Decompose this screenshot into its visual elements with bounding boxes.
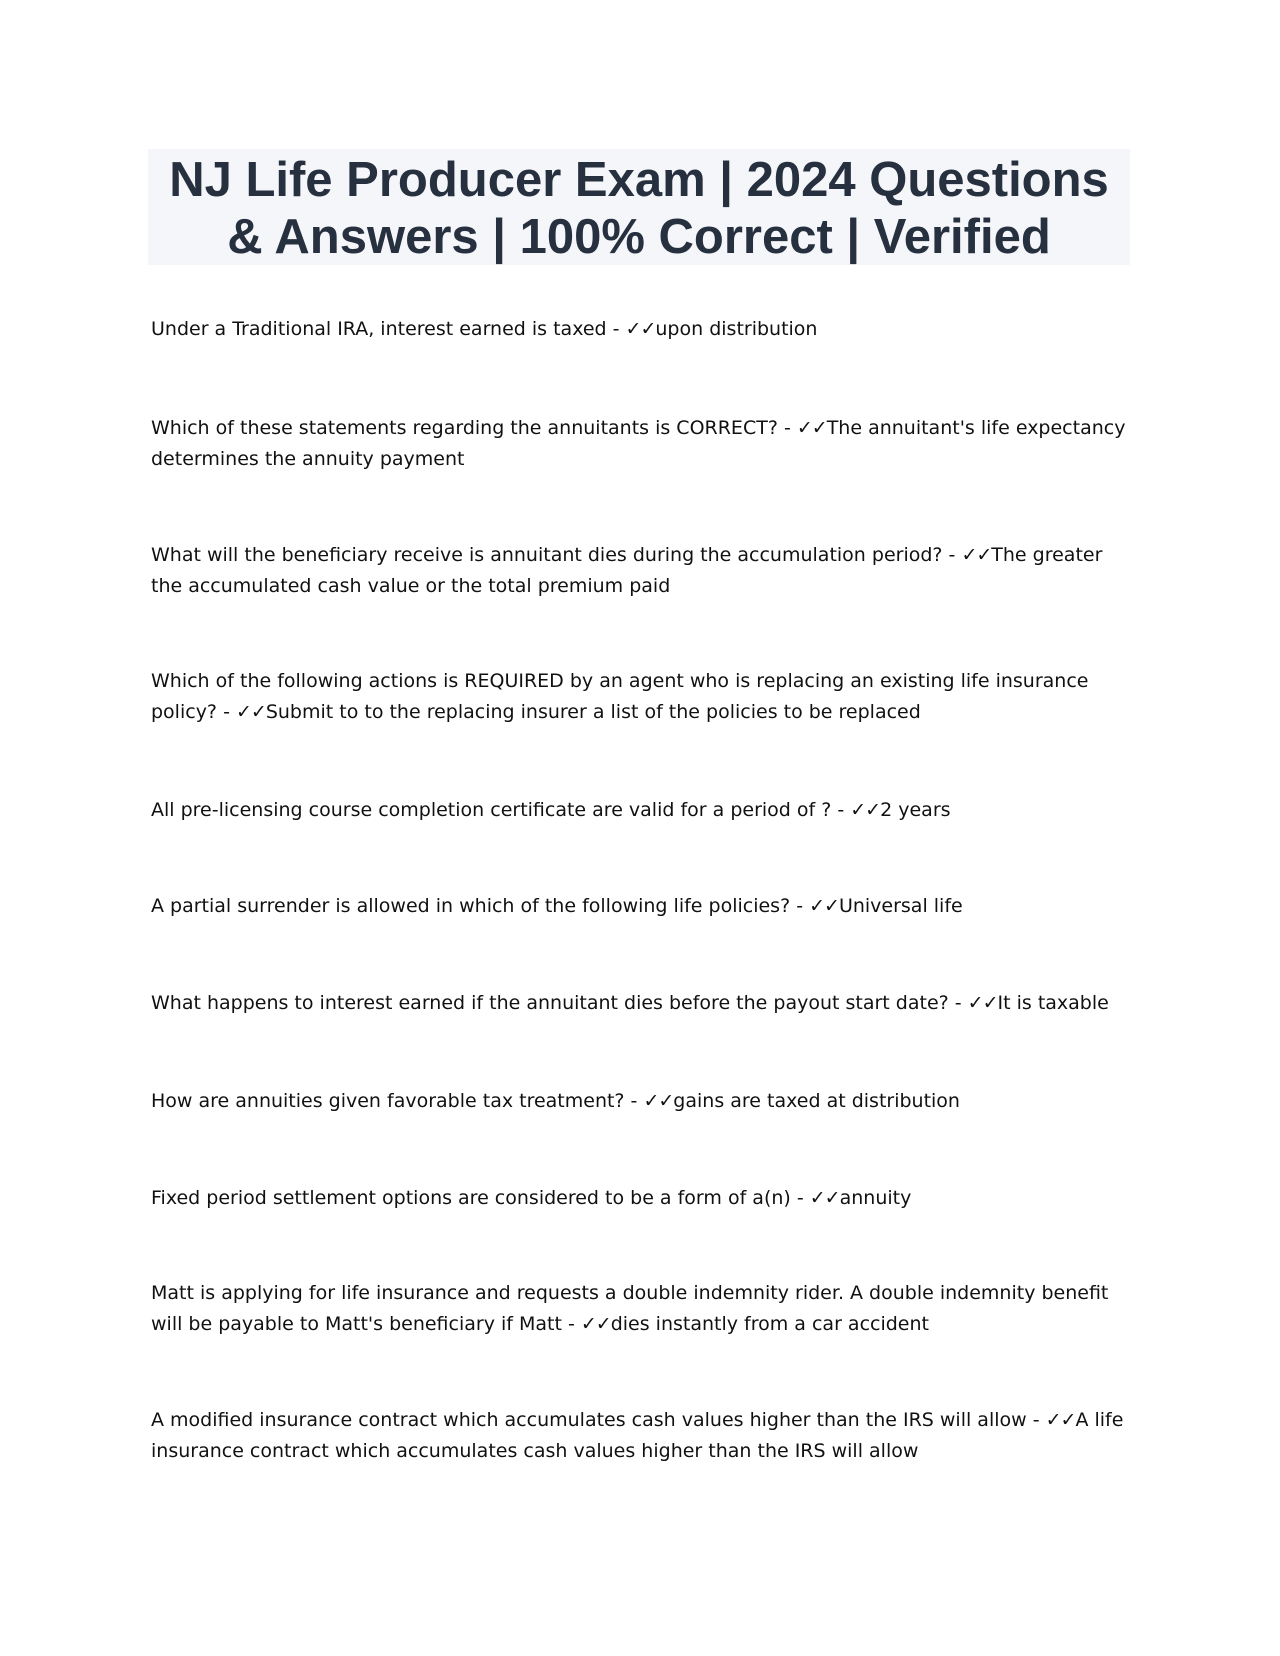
qa-item-10: [151, 1278, 1136, 1340]
separator: -: [561, 1313, 581, 1335]
separator: -: [942, 544, 962, 566]
qa-item-11: [151, 1405, 1136, 1467]
double-check-icon: ✓✓: [850, 799, 881, 821]
qa-item-8: [151, 1086, 1136, 1117]
question-text: How are annuities given favorable tax treatment?: [151, 1090, 625, 1112]
question-text: Which of the following actions is REQUIRED by an agent who is replacing an existing life insurance policy?: [151, 670, 1089, 723]
answer-text: A life insurance contract which accumulates cash values higher than the IRS will allow: [151, 1409, 1124, 1462]
qa-item-3: [151, 540, 1136, 602]
double-check-icon: ✓✓: [796, 417, 827, 439]
question-text: A modified insurance contract which accumulates cash values higher than the IRS will allow: [151, 1409, 1027, 1431]
separator: -: [1026, 1409, 1046, 1431]
answer-text: It is taxable: [997, 992, 1109, 1014]
question-text: What will the beneficiary receive is annuitant dies during the accumulation period?: [151, 544, 943, 566]
separator: -: [790, 1187, 810, 1209]
answer-text: Universal life: [838, 895, 963, 917]
title-line-1: NJ Life Producer Exam | 2024 Questions: [169, 153, 1109, 207]
question-text: Matt is applying for life insurance and requests a double indemnity rider. A double indemnity benefit will be payable to Matt's beneficiary if Matt: [151, 1282, 1109, 1335]
qa-item-4: [151, 666, 1136, 728]
title-line-2: & Answers | 100% Correct | Verified: [227, 210, 1051, 264]
double-check-icon: ✓✓: [1045, 1409, 1076, 1431]
qa-item-5: [151, 795, 1136, 826]
separator: -: [217, 701, 236, 723]
answer-text: Submit to to the replacing insurer a list of the policies to be replaced: [265, 701, 921, 723]
separator: -: [831, 799, 851, 821]
question-text: Fixed period settlement options are considered to be a form of a(n): [151, 1187, 791, 1209]
double-check-icon: ✓✓: [961, 544, 992, 566]
separator: -: [948, 992, 968, 1014]
answer-text: annuity: [839, 1187, 912, 1209]
answer-text: The annuitant's life expectancy determines the annuity payment: [151, 417, 1126, 470]
question-text: Which of these statements regarding the annuitants is CORRECT?: [151, 417, 778, 439]
question-text: A partial surrender is allowed in which of the following life policies?: [151, 895, 791, 917]
qa-item-1: [151, 314, 1136, 345]
question-text: Under a Traditional IRA, interest earned is taxed: [151, 318, 607, 340]
double-check-icon: ✓✓: [625, 318, 656, 340]
answer-text: dies instantly from a car accident: [610, 1313, 929, 1335]
qa-item-7: [151, 988, 1136, 1019]
separator: -: [624, 1090, 644, 1112]
answer-text: 2 years: [880, 799, 951, 821]
double-check-icon: ✓✓: [967, 992, 998, 1014]
question-text: What happens to interest earned if the annuitant dies before the payout start date?: [151, 992, 949, 1014]
document-title: [148, 149, 1130, 265]
qa-item-2: [151, 413, 1136, 475]
qa-item-9: [151, 1183, 1136, 1214]
separator: -: [790, 895, 810, 917]
double-check-icon: ✓✓: [580, 1313, 611, 1335]
separator: -: [777, 417, 797, 439]
double-check-icon: ✓✓: [643, 1090, 674, 1112]
double-check-icon: ✓✓: [809, 1187, 840, 1209]
double-check-icon: ✓✓: [235, 701, 266, 723]
question-text: All pre-licensing course completion certificate are valid for a period of ?: [151, 799, 832, 821]
qa-item-6: [151, 891, 1136, 922]
separator: -: [606, 318, 626, 340]
answer-text: upon distribution: [655, 318, 818, 340]
double-check-icon: ✓✓: [809, 895, 839, 917]
answer-text: gains are taxed at distribution: [673, 1090, 960, 1112]
answer-text: The greater the accumulated cash value or the total premium paid: [151, 544, 1103, 597]
